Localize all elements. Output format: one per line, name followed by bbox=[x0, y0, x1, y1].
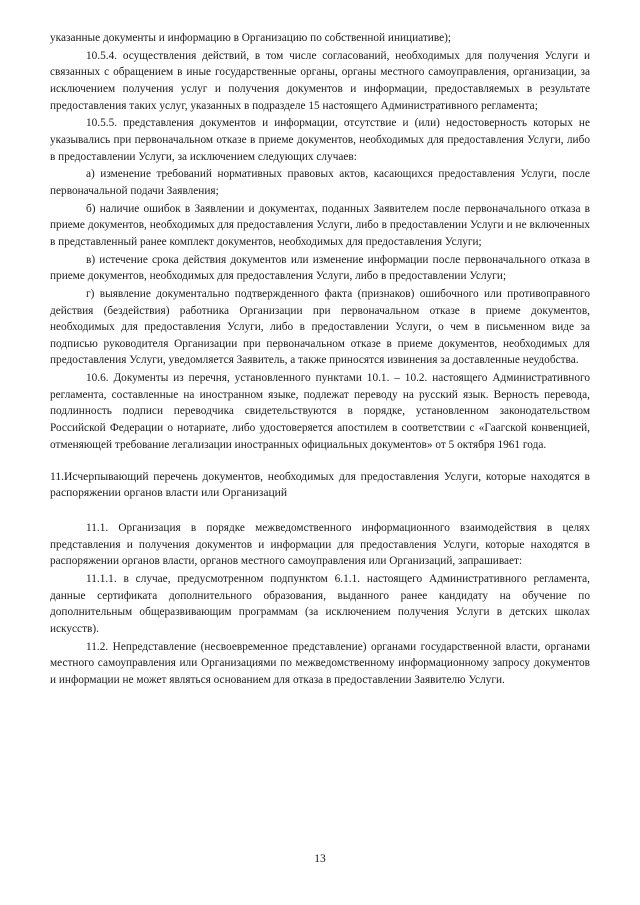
paragraph-case-a: а) изменение требований нормативных правовых актов, касающихся предоставления Услуги, после первоначальной подачи Заявления; bbox=[50, 168, 590, 197]
paragraph-case-b: б) наличие ошибок в Заявлении и документах, поданных Заявителем после первоначального отказа в приеме документов, необходимых для предоставления Услуги, либо в предоставлении Услуги и не включенных в представленный ранее комплект документов, необходимых для предоставления Услуги; bbox=[50, 202, 590, 248]
paragraph-continuation: указанные документы и информацию в Организацию по собственной инициативе); bbox=[50, 32, 452, 44]
page-number: 13 bbox=[314, 853, 326, 865]
paragraph-case-g: г) выявление документально подтвержденного факта (признаков) ошибочного или противоправного действия (бездействия) работника Организации при первоначальном отказе в приеме документов, необходимых для предоставления Услуги, либо в предоставлении Услуги, о чем в письменном виде за подписью руководителя Организации при первоначальном отказе в приеме документов, необходимых для предоставления Услуги, уведомляется Заявитель, а также приносятся извинения за доставленные неудобства. bbox=[50, 288, 590, 367]
paragraph-11-2: 11.2. Непредставление (несвоевременное представление) органами государственной власти, органами местного самоуправления или Организациями по межведомственному информационному запросу документов и информации не может являться основанием для отказа в предоставлении Заявителю Услуги. bbox=[50, 640, 590, 686]
section-heading: 11.Исчерпывающий перечень документов, необходимых для предоставления Услуги, которые находятся в распоряжении органов власти или Организаций bbox=[50, 470, 590, 500]
paragraph-11-1-1: 11.1.1. в случае, предусмотренном подпунктом 6.1.1. настоящего Административного регламента, данные сертификата дополнительного образования, выданного ранее кандидату на обучение по дополнительным общеразвивающим программам (за исключением получения Услуги в детских школах искусств). bbox=[50, 573, 590, 635]
paragraph-10-5-5: 10.5.5. представления документов и информации, отсутствие и (или) недостоверность которых не указывались при первоначальном отказе в приеме документов, необходимых для предоставления Услуги, либо в предоставлении Услуги, за исключением следующих случаев: bbox=[50, 117, 590, 163]
paragraph-case-v: в) истечение срока действия документов или изменение информации после первоначального отказа в приеме документов, необходимых для предоставления Услуги, либо в предоставлении Услуги; bbox=[50, 253, 590, 283]
paragraph-10-5-4: 10.5.4. осуществления действий, в том числе согласований, необходимых для получения Услуги и связанных с обращением в иные государственные органы, органы местного самоуправления, организации, за исключением получения услуг и получения документов и информации, предоставляемых в результате предоставления таких услуг, указанных в подразделе 15 настоящего Административного регламента; bbox=[50, 49, 590, 112]
document-body bbox=[50, 30, 590, 690]
paragraph-11-1: 11.1. Организация в порядке межведомственного информационного взаимодействия в целях представления и получения документов и информации для предоставления Услуги, которые находятся в распоряжении органов власти, органов местного самоуправления или Организаций, запрашивает: bbox=[50, 522, 590, 568]
paragraph-10-6: 10.6. Документы из перечня, установленного пунктами 10.1. – 10.2. настоящего Административного регламента, составленные на иностранном языке, подлежат переводу на русский язык. Верность перевода, подлинность подписи переводчика свидетельствуются в порядке, установленном законодательством Российской Федерации о нотариате, либо удостоверяется апостилем в соответствии с «Гаагской конвенцией, отменяющей требование легализации иностранных официальных документов» от 5 октября 1961 года. bbox=[50, 372, 590, 451]
